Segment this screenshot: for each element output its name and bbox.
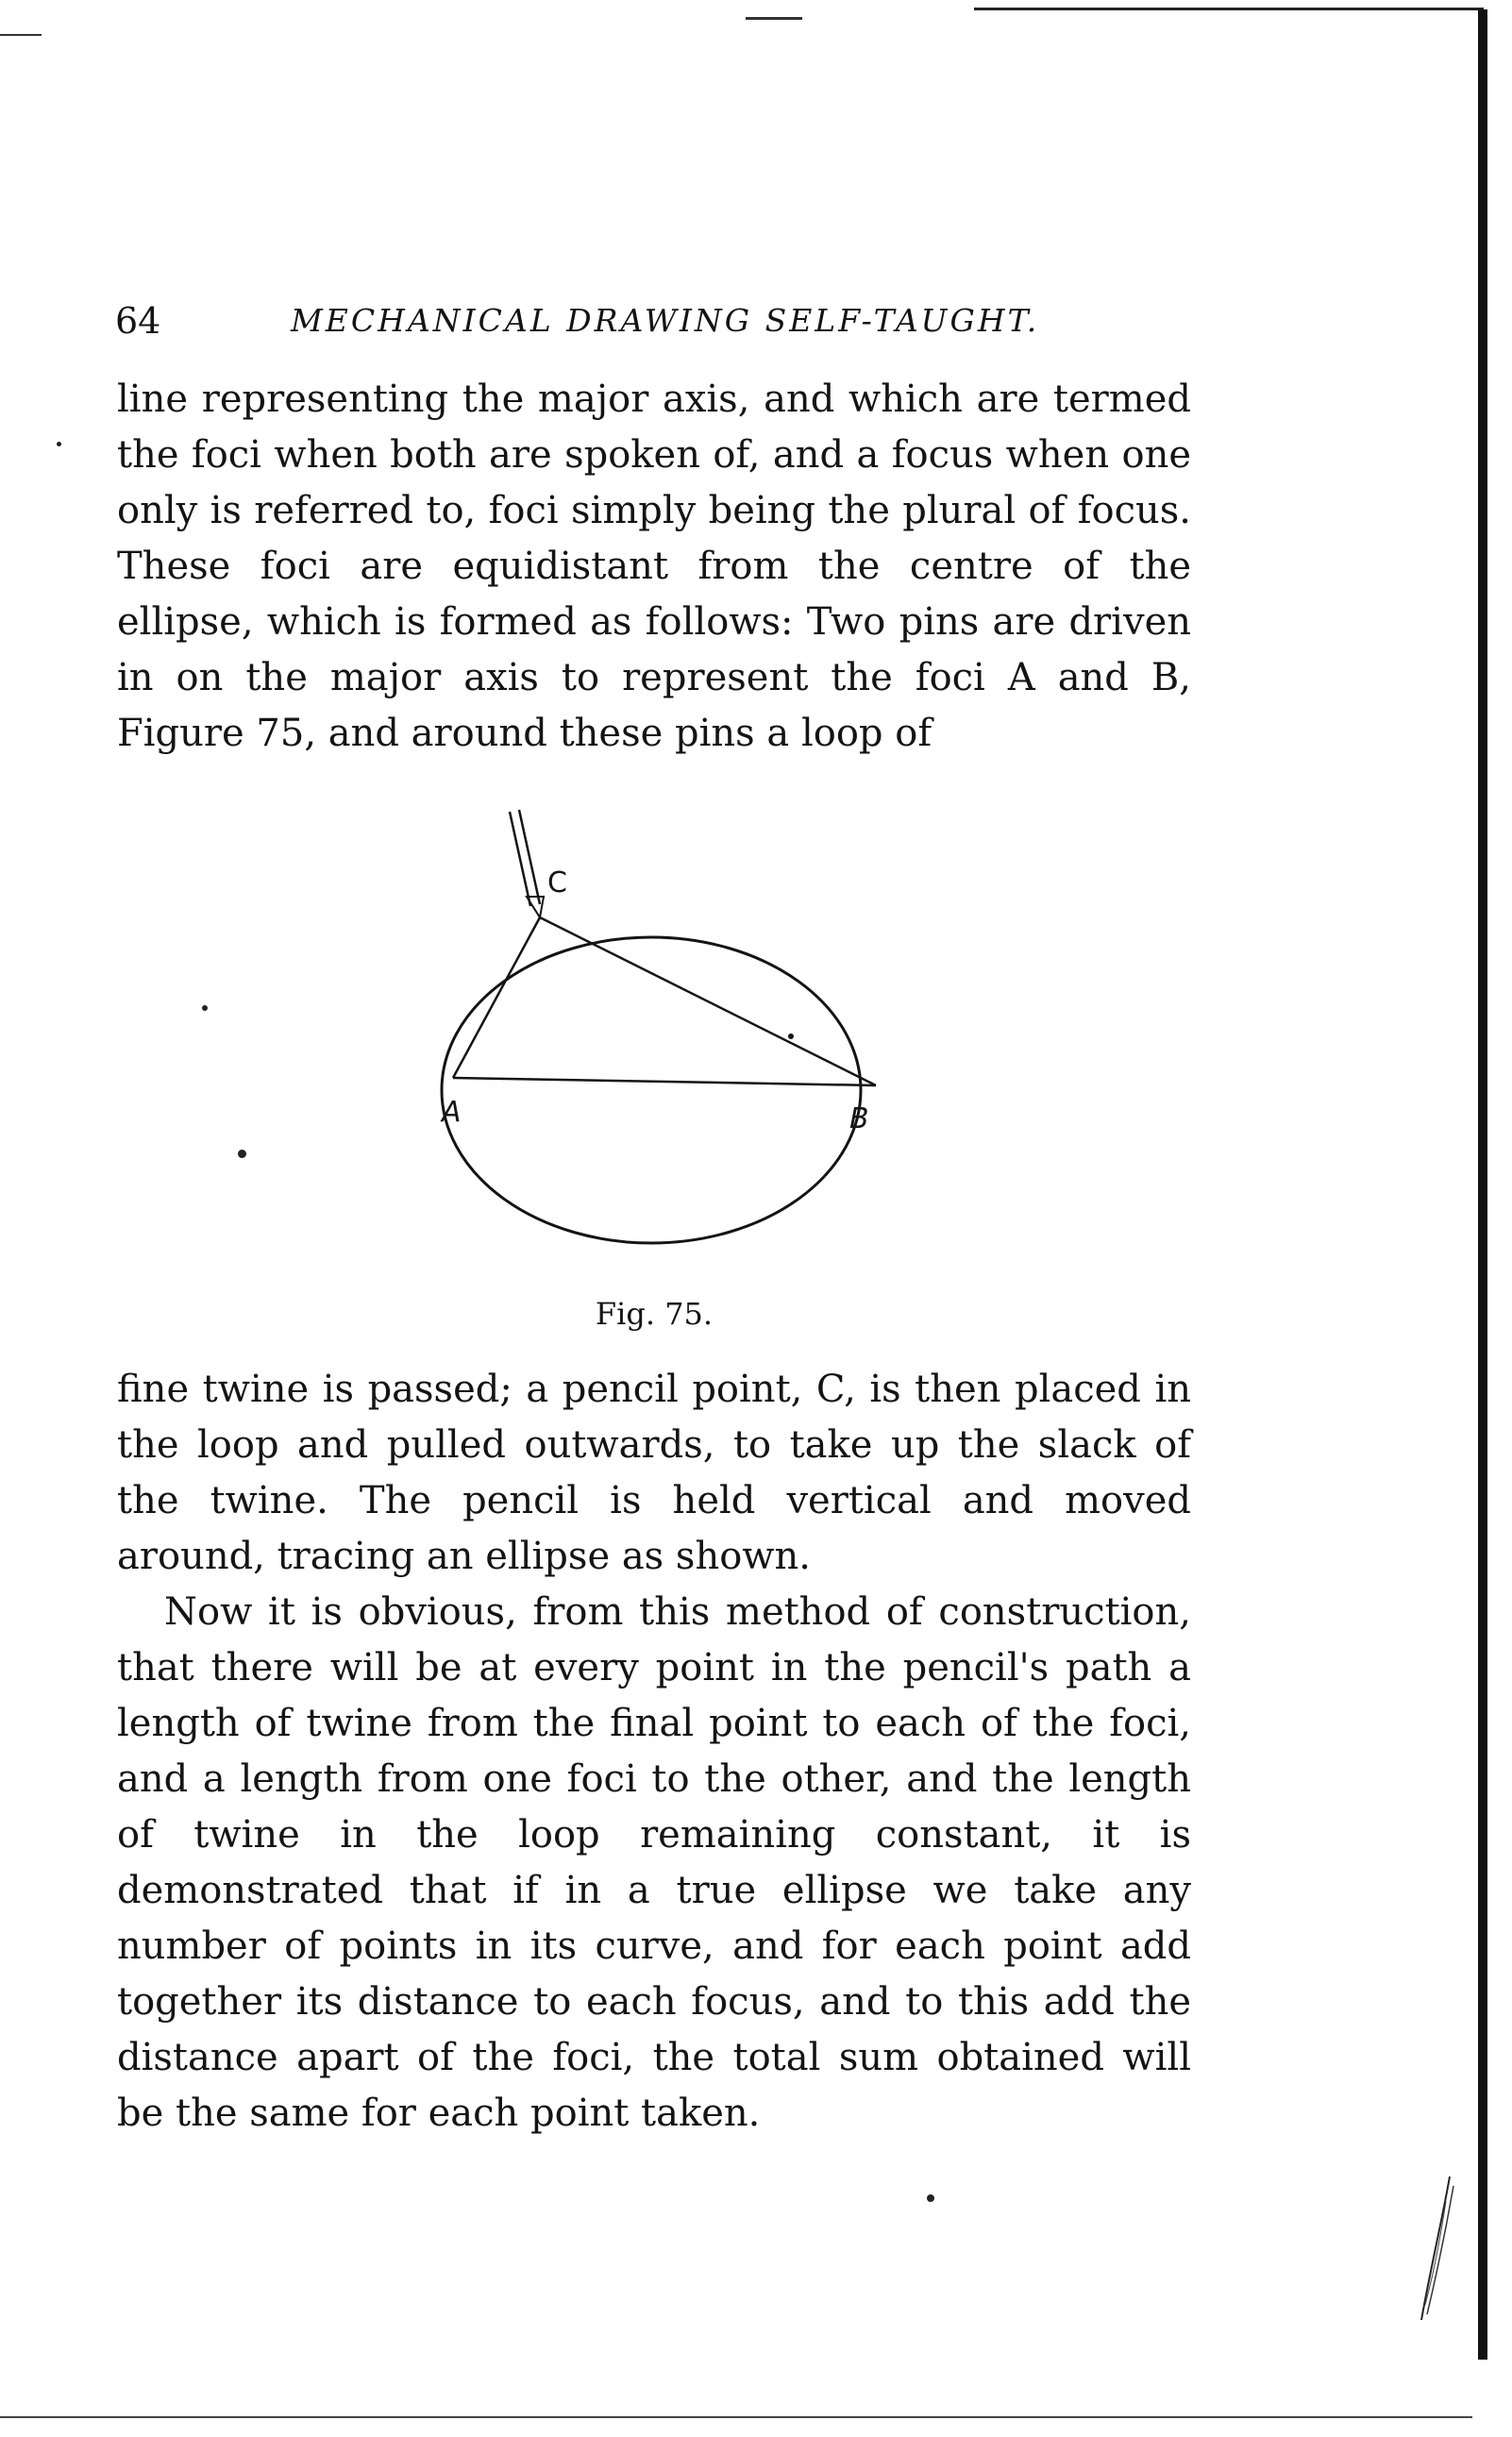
binding-thread-mark	[1418, 2173, 1455, 2324]
scan-speck-4	[927, 2194, 934, 2202]
page-header	[115, 293, 1191, 349]
figure-75	[359, 802, 944, 1274]
pencil-tip	[527, 897, 544, 917]
scan-speck-3	[238, 1150, 246, 1158]
ellipse-diagram	[359, 802, 944, 1274]
page-edge-top	[974, 8, 1484, 10]
twine-c-to-a	[453, 917, 540, 1078]
page-edge-right	[1478, 9, 1487, 2360]
label-b: B	[849, 1102, 869, 1135]
figure-caption: Fig. 75.	[595, 1296, 714, 1332]
paragraph-1: line representing the major axis, and which are termed the foci when both are spoken of, and a focus when one only is referred to, foci simply being the plural of focus. These foci are equidistant from the centre of the ellipse, which is formed as follows: Two pins are driven in on the major axis to represent the foci A and B, Figure 75, and around these pins a loop of	[117, 378, 1191, 755]
scan-mark-top	[746, 17, 802, 20]
label-a: A	[442, 1096, 462, 1129]
page-number: 64	[115, 300, 161, 342]
scan-mark-top-left	[0, 34, 42, 36]
pencil-left-edge	[510, 812, 530, 906]
twine-a-to-b	[453, 1078, 876, 1085]
scan-speck-2	[202, 1005, 208, 1011]
running-title: MECHANICAL DRAWING SELF-TAUGHT.	[291, 302, 1040, 339]
paragraph-2: fine twine is passed; a pencil point, C, is then placed in the loop and pulled outwards, to take up the slack of the twine. The pencil is held vertical and moved around, tracing an ellipse as shown.	[117, 1368, 1191, 1578]
scan-speck-1	[57, 442, 61, 446]
twine-speck	[788, 1034, 794, 1039]
page-edge-bottom	[0, 2416, 1472, 2418]
label-c: C	[547, 866, 567, 899]
paragraph-3: Now it is obvious, from this method of construction, that there will be at every point in the pencil's path a length of twine from the final point to each of the foci, and a length from one foci to the other, and the length of twine in the loop remaining constant, it is demonstrated that if in a true ellipse we take any number of points in its curve, and for each point add together its distance to each focus, and to this add the distance apart of the foci, the total sum obtained will be the same for each point taken.	[117, 1590, 1191, 2135]
pencil-right-edge	[519, 810, 540, 904]
